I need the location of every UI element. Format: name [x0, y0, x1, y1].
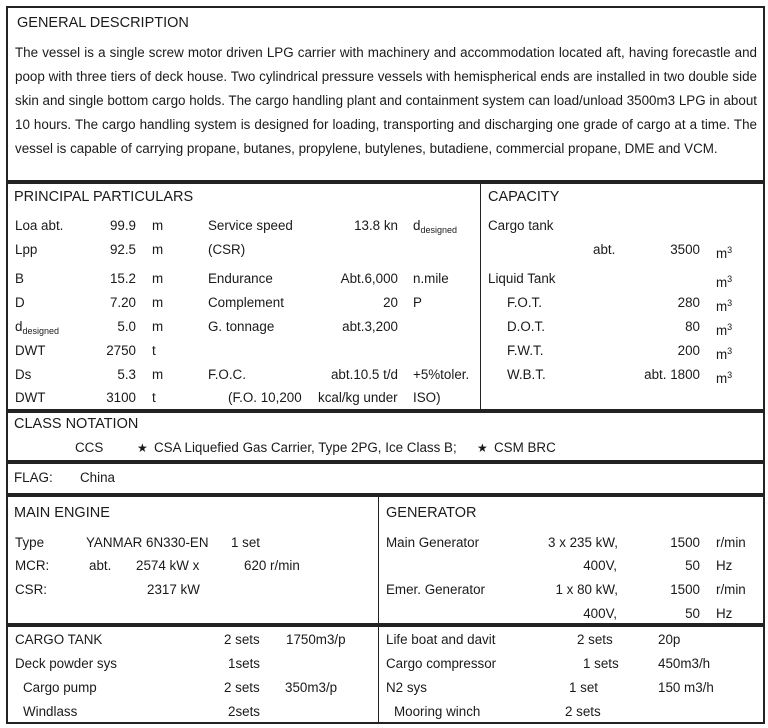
cargo-pump-capacity: 350m3/p	[285, 680, 338, 695]
n2-system-capacity: 150 m3/h	[658, 680, 714, 695]
endurance-value: Abt.6,000	[340, 271, 398, 286]
emergency-generator-power: 1 x 80 kW,	[555, 582, 618, 597]
cargo-compressor-capacity: 450m3/h	[658, 656, 711, 671]
cargo-tank-capacity-unit	[716, 242, 732, 262]
emergency-generator-voltage: 400V,	[583, 606, 617, 621]
capacity-title: CAPACITY	[488, 189, 560, 205]
complement-label: Complement	[208, 295, 284, 310]
dwt-scantling-unit: t	[152, 390, 156, 405]
deck-powder-qty: 1sets	[228, 656, 261, 671]
dwt-designed-value: 2750	[106, 343, 136, 358]
service-speed-label: Service speed	[208, 218, 293, 233]
main-generator-power: 3 x 235 kW,	[548, 535, 618, 550]
unit-m: m	[716, 246, 728, 261]
breadth-label: B	[15, 271, 24, 286]
windlass-label: Windlass	[23, 704, 78, 719]
wbt-unit	[716, 367, 732, 387]
cargo-tank-capacity-abt: abt.	[593, 242, 616, 257]
service-speed-condition-main: d	[413, 218, 421, 233]
emergency-generator-frequency-unit: Hz	[716, 606, 733, 621]
mcr-speed: 620 r/min	[244, 558, 300, 573]
n2-system-label: N2 sys	[386, 680, 427, 695]
cargo-compressor-label: Cargo compressor	[386, 656, 497, 671]
fot-label: F.O.T.	[507, 295, 542, 310]
main-generator-speed: 1500	[670, 535, 700, 550]
mooring-winch-label: Mooring winch	[394, 704, 481, 719]
loa-unit: m	[152, 218, 164, 233]
csr-note: (CSR)	[208, 242, 246, 257]
emergency-generator-speed: 1500	[670, 582, 700, 597]
unit-m: m	[716, 347, 728, 362]
dot-label: D.O.T.	[507, 319, 545, 334]
complement-value: 20	[383, 295, 398, 310]
principal-particulars-title: PRINCIPAL PARTICULARS	[14, 189, 194, 205]
main-generator-speed-unit: r/min	[716, 535, 746, 550]
dwt-scantling-value: 3100	[106, 390, 136, 405]
draft-designed-label	[15, 319, 59, 339]
breadth-unit: m	[152, 271, 164, 286]
class-notation-title: CLASS NOTATION	[14, 416, 139, 432]
liquid-tank-unit	[716, 271, 732, 291]
wbt-value: abt. 1800	[644, 367, 700, 382]
unit-m: m	[716, 275, 728, 290]
fwt-unit	[716, 343, 732, 363]
cargo-tank-equipment-label: CARGO TANK	[15, 632, 103, 647]
lpp-label: Lpp	[15, 242, 38, 257]
unit-cubed: 3	[727, 274, 733, 284]
foc-fuel-oil: (F.O. 10,200	[228, 390, 302, 405]
engine-quantity: 1 set	[231, 535, 261, 550]
mcr-power: 2574 kW x	[136, 558, 200, 573]
dot-value: 80	[685, 319, 700, 334]
ds-unit: m	[152, 367, 164, 382]
depth-label: D	[15, 295, 25, 310]
lifeboat-qty: 2 sets	[577, 632, 613, 647]
mcr-label: MCR:	[15, 558, 50, 573]
dwt-scantling-label: DWT	[15, 390, 46, 405]
unit-cubed: 3	[727, 370, 733, 380]
lifeboat-capacity: 20p	[658, 632, 681, 647]
unit-cubed: 3	[727, 346, 733, 356]
main-generator-label: Main Generator	[386, 535, 480, 550]
service-speed-condition	[413, 218, 457, 238]
depth-value: 7.20	[109, 295, 136, 310]
service-speed-value: 13.8 kn	[354, 218, 398, 233]
engine-type-label: Type	[15, 535, 45, 550]
dwt-designed-label: DWT	[15, 343, 46, 358]
draft-designed-label-sub: designed	[22, 326, 59, 336]
ds-value: 5.3	[117, 367, 136, 382]
endurance-label: Endurance	[208, 271, 273, 286]
csr-label: CSR:	[15, 582, 47, 597]
class-society: CCS	[75, 440, 104, 455]
depth-unit: m	[152, 295, 164, 310]
particulars-divider	[480, 184, 481, 409]
liquid-tank-label: Liquid Tank	[488, 271, 556, 286]
loa-value: 99.9	[109, 218, 136, 233]
gross-tonnage-label: G. tonnage	[208, 319, 275, 334]
windlass-qty: 2sets	[228, 704, 261, 719]
unit-cubed: 3	[727, 245, 733, 255]
engine-type-value: YANMAR 6N330-EN	[86, 535, 209, 550]
foc-calorific: kcal/kg under	[318, 390, 398, 405]
main-generator-voltage: 400V,	[583, 558, 617, 573]
machinery-divider	[378, 497, 379, 623]
draft-designed-label-main: d	[15, 319, 23, 334]
ds-label: Ds	[15, 367, 32, 382]
class-notation-1: CSA Liquefied Gas Carrier, Type 2PG, Ice Class B;	[154, 440, 457, 455]
cargo-tank-equipment-capacity: 1750m3/p	[286, 632, 346, 647]
cargo-tank-capacity-label: Cargo tank	[488, 218, 554, 233]
lifeboat-label: Life boat and davit	[386, 632, 496, 647]
generator-title: GENERATOR	[386, 505, 477, 521]
foc-value: abt.10.5 t/d	[330, 367, 398, 382]
dwt-designed-unit: t	[152, 343, 156, 358]
star-icon: ★	[137, 441, 148, 455]
fot-unit	[716, 295, 732, 315]
csr-power: 2317 kW	[147, 582, 200, 597]
equipment-divider	[378, 627, 379, 722]
draft-designed-value: 5.0	[117, 319, 136, 334]
loa-label: Loa abt.	[15, 218, 64, 233]
dot-unit	[716, 319, 732, 339]
breadth-value: 15.2	[109, 271, 136, 286]
main-generator-frequency-unit: Hz	[716, 558, 733, 573]
draft-designed-unit: m	[152, 319, 164, 334]
complement-unit: P	[413, 295, 422, 310]
general-description-title: GENERAL DESCRIPTION	[17, 15, 189, 31]
star-icon: ★	[477, 441, 488, 455]
flag-value: China	[80, 470, 115, 485]
n2-system-qty: 1 set	[569, 680, 599, 695]
service-speed-condition-sub: designed	[420, 225, 457, 235]
wbt-label: W.B.T.	[507, 367, 546, 382]
cargo-pump-qty: 2 sets	[224, 680, 260, 695]
flag-label: FLAG:	[14, 470, 53, 485]
cargo-pump-label: Cargo pump	[23, 680, 97, 695]
main-generator-frequency: 50	[685, 558, 700, 573]
gross-tonnage-value: abt.3,200	[342, 319, 398, 334]
class-notation-2: CSM BRC	[494, 440, 556, 455]
foc-tolerance: +5%toler.	[413, 367, 470, 382]
unit-m: m	[716, 299, 728, 314]
unit-cubed: 3	[727, 298, 733, 308]
general-description-text: The vessel is a single screw motor driven LPG carrier with machinery and accommodation located aft, having forecastle and poop with three tiers of deck house. Two cylindrical pressure vessels with hemispherical ends are installed in two double side skin and single bottom cargo holds. The cargo handling plant and containment system can load/unload 3500m3 LPG in about 10 hours. The cargo handling system is designed for loading, transporting and discharging one grade of cargo at a time. The vessel is capable of carrying propane, butanes, propylene, butylenes, butadiene, commercial propane, DME and VCM.	[15, 45, 757, 156]
deck-powder-label: Deck powder sys	[15, 656, 117, 671]
fwt-label: F.W.T.	[507, 343, 544, 358]
lpp-unit: m	[152, 242, 164, 257]
unit-m: m	[716, 371, 728, 386]
cargo-compressor-qty: 1 sets	[583, 656, 619, 671]
mooring-winch-qty: 2 sets	[565, 704, 601, 719]
mcr-abt: abt.	[89, 558, 112, 573]
unit-cubed: 3	[727, 322, 733, 332]
endurance-unit: n.mile	[413, 271, 449, 286]
cargo-tank-capacity-value: 3500	[670, 242, 700, 257]
lpp-value: 92.5	[109, 242, 136, 257]
emergency-generator-label: Emer. Generator	[386, 582, 485, 597]
cargo-tank-equipment-qty: 2 sets	[224, 632, 260, 647]
fot-value: 280	[677, 295, 700, 310]
main-engine-title: MAIN ENGINE	[14, 505, 110, 521]
emergency-generator-frequency: 50	[685, 606, 700, 621]
unit-m: m	[716, 323, 728, 338]
foc-iso: ISO)	[413, 390, 441, 405]
foc-label: F.O.C.	[208, 367, 246, 382]
flag-section	[6, 462, 765, 495]
fwt-value: 200	[677, 343, 700, 358]
emergency-generator-speed-unit: r/min	[716, 582, 746, 597]
